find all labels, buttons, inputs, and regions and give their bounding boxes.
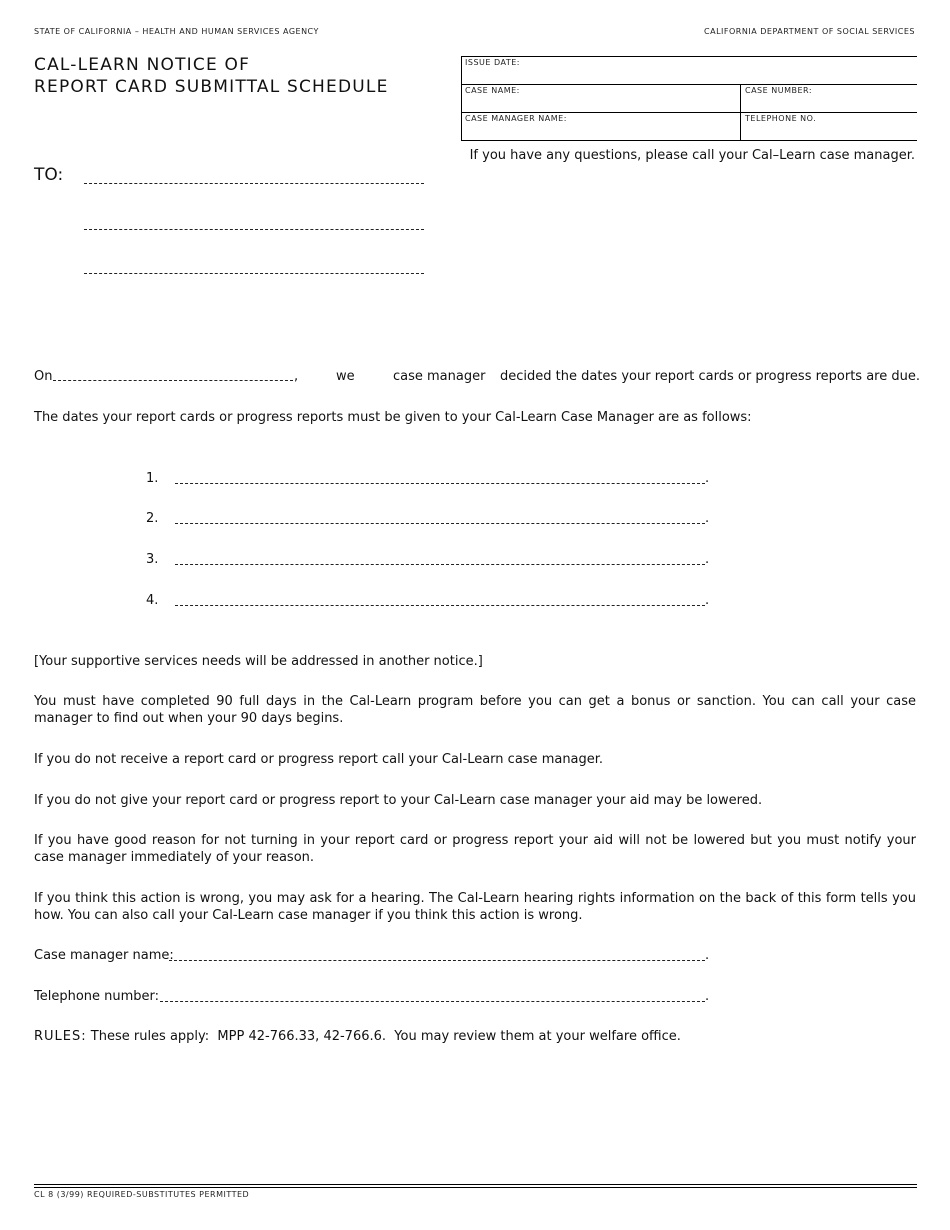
case-manager-name-label: Case manager name:: [34, 948, 174, 963]
hearing-paragraph: If you think this action is wrong, you may ask for a hearing. The Cal-Learn hearing rights information on the back of this form tells you how. You can also call your Cal-Learn case manager if you think this action is wrong.: [34, 891, 916, 923]
telephone-field[interactable]: TELEPHONE NO.: [745, 114, 817, 123]
date-item-period: .: [705, 593, 710, 608]
form-title-line-1: CAL-LEARN NOTICE OF: [34, 55, 251, 75]
agency-header: STATE OF CALIFORNIA – HEALTH AND HUMAN SERVICES AGENCY: [34, 27, 319, 36]
telephone-number-period: .: [705, 989, 710, 1004]
good-reason-paragraph: If you have good reason for not turning in your report card or progress report your aid will not be lowered but you must notify your case manager immediately of your reason.: [34, 833, 916, 865]
issue-date-field[interactable]: ISSUE DATE:: [465, 58, 520, 67]
decision-text: decided the dates your report cards or progress reports are due.: [500, 369, 920, 384]
date-input-1[interactable]: [175, 483, 705, 484]
form-title-line-2: REPORT CARD SUBMITTAL SCHEDULE: [34, 77, 389, 97]
case-name-field[interactable]: CASE NAME:: [465, 86, 520, 95]
ninety-days-paragraph: You must have completed 90 full days in the Cal-Learn program before you can get a bonus or sanction. You can call your case manager to find out when your 90 days begins.: [34, 694, 916, 726]
telephone-number-input[interactable]: [160, 1001, 705, 1002]
we-option[interactable]: we: [336, 369, 355, 384]
aid-lowered-paragraph: If you do not give your report card or progress report to your Cal-Learn case manager your aid may be lowered.: [34, 793, 763, 808]
date-item-number: 4.: [146, 593, 159, 608]
date-item-period: .: [705, 511, 710, 526]
date-input-2[interactable]: [175, 523, 705, 524]
date-item-number: 1.: [146, 471, 159, 486]
footer-rule-top: [34, 1184, 917, 1185]
case-number-field[interactable]: CASE NUMBER:: [745, 86, 813, 95]
rules-line: [34, 1028, 681, 1045]
to-label: TO:: [34, 165, 64, 185]
rules-label: RULES:: [34, 1029, 87, 1044]
case-manager-name-input[interactable]: [169, 960, 705, 961]
department-header: CALIFORNIA DEPARTMENT OF SOCIAL SERVICES: [704, 27, 915, 36]
date-item-number: 3.: [146, 552, 159, 567]
telephone-number-label: Telephone number:: [34, 989, 160, 1004]
no-report-paragraph: If you do not receive a report card or progress report call your Cal-Learn case manager.: [34, 752, 604, 767]
decision-date-input[interactable]: [53, 380, 293, 381]
rules-text: These rules apply: MPP 42-766.33, 42-766.6. You may review them at your welfare office.: [90, 1029, 681, 1044]
footer-rule-bottom: [34, 1187, 917, 1188]
date-input-3[interactable]: [175, 564, 705, 565]
case-manager-name-field[interactable]: CASE MANAGER NAME:: [465, 114, 567, 123]
date-input-4[interactable]: [175, 605, 705, 606]
on-label: On: [34, 369, 53, 384]
dates-intro: The dates your report cards or progress reports must be given to your Cal-Learn Case Manager are as follows:: [34, 410, 752, 425]
date-item-number: 2.: [146, 511, 159, 526]
case-manager-name-period: .: [705, 948, 710, 963]
form-title: [34, 54, 389, 98]
address-line-3[interactable]: [84, 273, 424, 274]
date-item-period: .: [705, 552, 710, 567]
address-line-1[interactable]: [84, 183, 424, 184]
date-item-period: .: [705, 471, 710, 486]
questions-note: If you have any questions, please call your Cal–Learn case manager.: [469, 148, 915, 163]
decision-comma: ,: [294, 369, 299, 384]
form-id: CL 8 (3/99) REQUIRED-SUBSTITUTES PERMITTED: [34, 1190, 250, 1199]
case-manager-option[interactable]: case manager: [393, 369, 486, 384]
address-line-2[interactable]: [84, 229, 424, 230]
supportive-services-note: [Your supportive services needs will be addressed in another notice.]: [34, 654, 483, 669]
